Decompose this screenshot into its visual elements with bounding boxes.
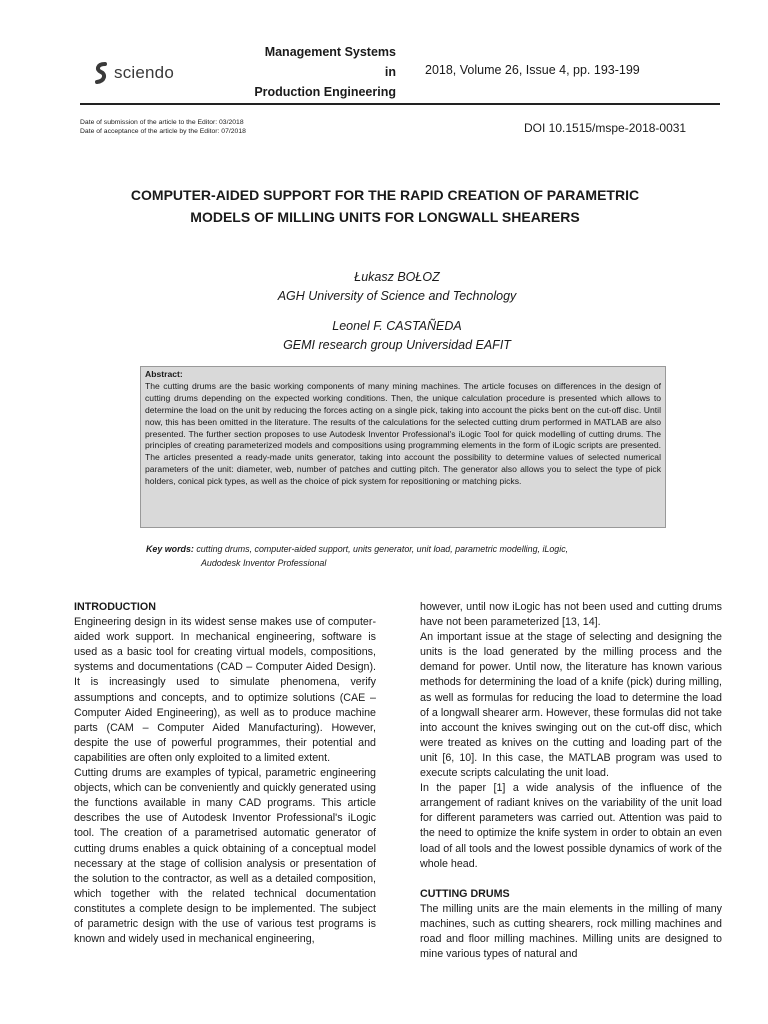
keywords-label: Key words:: [146, 544, 194, 554]
author-2: [80, 317, 714, 355]
author-name: Łukasz BOŁOZ: [354, 270, 440, 284]
acceptance-date: Date of acceptance of the article by the Editor: 07/2018: [80, 128, 246, 135]
author-affiliation: GEMI research group Universidad EAFIT: [283, 338, 511, 352]
submission-dates: [80, 118, 246, 136]
submission-date: Date of submission of the article to the Editor: 03/2018: [80, 119, 244, 126]
author-affiliation: AGH University of Science and Technology: [277, 289, 517, 303]
keywords: [146, 543, 678, 570]
publisher-name: sciendo: [114, 63, 174, 82]
left-column: [74, 600, 376, 947]
right-column: [420, 600, 722, 962]
journal-name: Management Systems in Production Engineering: [254, 45, 396, 99]
section-spacer: [420, 872, 722, 887]
author-name: Leonel F. CASTAÑEDA: [332, 319, 462, 333]
header-divider: [80, 103, 720, 105]
keywords-line2: Audodesk Inventor Professional: [201, 557, 327, 568]
keywords-line1: cutting drums, computer-aided support, units generator, unit load, parametric modelling, iLogic,: [196, 544, 569, 554]
doi: DOI 10.1515/mspe-2018-0031: [524, 121, 687, 135]
section-heading-introduction: INTRODUCTION: [74, 601, 156, 613]
paragraph: The milling units are the main elements in the milling of many machines, such as cutting shearers, rock milling machines and road and floor milling machines. Milling units are designed to mine various types of natural and: [420, 902, 722, 961]
abstract-text: The cutting drums are the basic working components of many mining machines. The article focuses on differences in the design of cutting drums depending on the expected working conditions. Then, the unique calculation procedure is presented which allows to determine the load on the unit by reducing the forces acting on a single pick, taking into account the picks bent on the cut-off disc. Until now, this has been omitted in the literature. The results of the calculations for the selected cutting drum performed in MATLAB are also presented. The further section proposes to use Autodesk Inventor Professional's iLogic Tool for quick modelling of cutting drums. The principles of creating parameterized models and compositions using programming elements in the form of iLogic scripts are presented. The articles presented a ready-made units generator, taking into account the possibility to determine values of selected numerical parameters of the unit: diameter, web, number of patches and cutting pitch. The generator also allows you to select the type of pick holders, conical pick types, as well as the choice of pick system for repositioning or matching picks.: [145, 380, 661, 487]
author-1: [80, 268, 714, 306]
sciendo-logo: [92, 60, 174, 86]
section-heading-cutting-drums: CUTTING DRUMS: [420, 887, 510, 900]
paragraph: Engineering design in its widest sense makes use of computer-aided work support. In mechanical engineering, software is used as a basic tool for creating virtual models, compositions, systems and documentations (CAD – Computer Aided Design). It is increasingly used to simulate phenomena, verify assumptions and concepts, and to optimize solutions (CAE – Computer Aided Engineering), as well as to produce machine parts (CAM – Computer Aided Manufacturing). However, despite the use of powerful programmes, their potential and capabilities are often only exploited to a limited extent.: [74, 616, 376, 764]
abstract-heading: Abstract:: [145, 369, 183, 379]
sciendo-logo-icon: [92, 61, 110, 85]
abstract-box: [140, 366, 666, 528]
issue-info: 2018, Volume 26, Issue 4, pp. 193-199: [425, 63, 640, 77]
paragraph: Cutting drums are examples of typical, parametric engineering objects, which can be conveniently and quickly generated using the functions available in many CAD programs. This article describes the use of Autodesk Inventor Professional's iLogic tool. The creation of a parametrised automatic generator of cutting drums enables a quick obtaining of a conceptual model necessary at the stage of collision analysis or presentation of the solution to the contractor, as well as a detailed composition, which together with the related technical documentation constitutes a complete design to be implemented. The subject of parametric design with the use of various test programs is known and widely used in mechanical engineering,: [74, 767, 376, 946]
paragraph: An important issue at the stage of selecting and designing the units is the load generated by the milling process and the demand for power. Until now, the literature has known various methods for determining the load of a knife (pick) during milling, as well as formulas for reducing the load to determine the load of a longwall shearer arm. However, these formulas did not take into account the knives swinging out on the cut-off disc, which were treated as knives on the cutting and loading part of the unit [6, 10]. In this case, the MATLAB program was used to execute scripts calculating the unit load.: [420, 631, 722, 780]
paper-title: COMPUTER-AIDED SUPPORT FOR THE RAPID CREATION OF PARAMETRIC MODELS OF MILLING UNITS FOR LONGWALL SHEARERS: [130, 187, 640, 225]
paragraph: In the paper [1] a wide analysis of the influence of the arrangement of radiant knives on the variability of the unit load for different parameters was carried out. Attention was paid to the need to optimize the knife system in order to obtain an even load of all tools and the lowest possible dynamics of work of the whole head.: [420, 782, 722, 870]
paragraph: however, until now iLogic has not been used and cutting drums have not been parameterized [13, 14].: [420, 601, 722, 629]
